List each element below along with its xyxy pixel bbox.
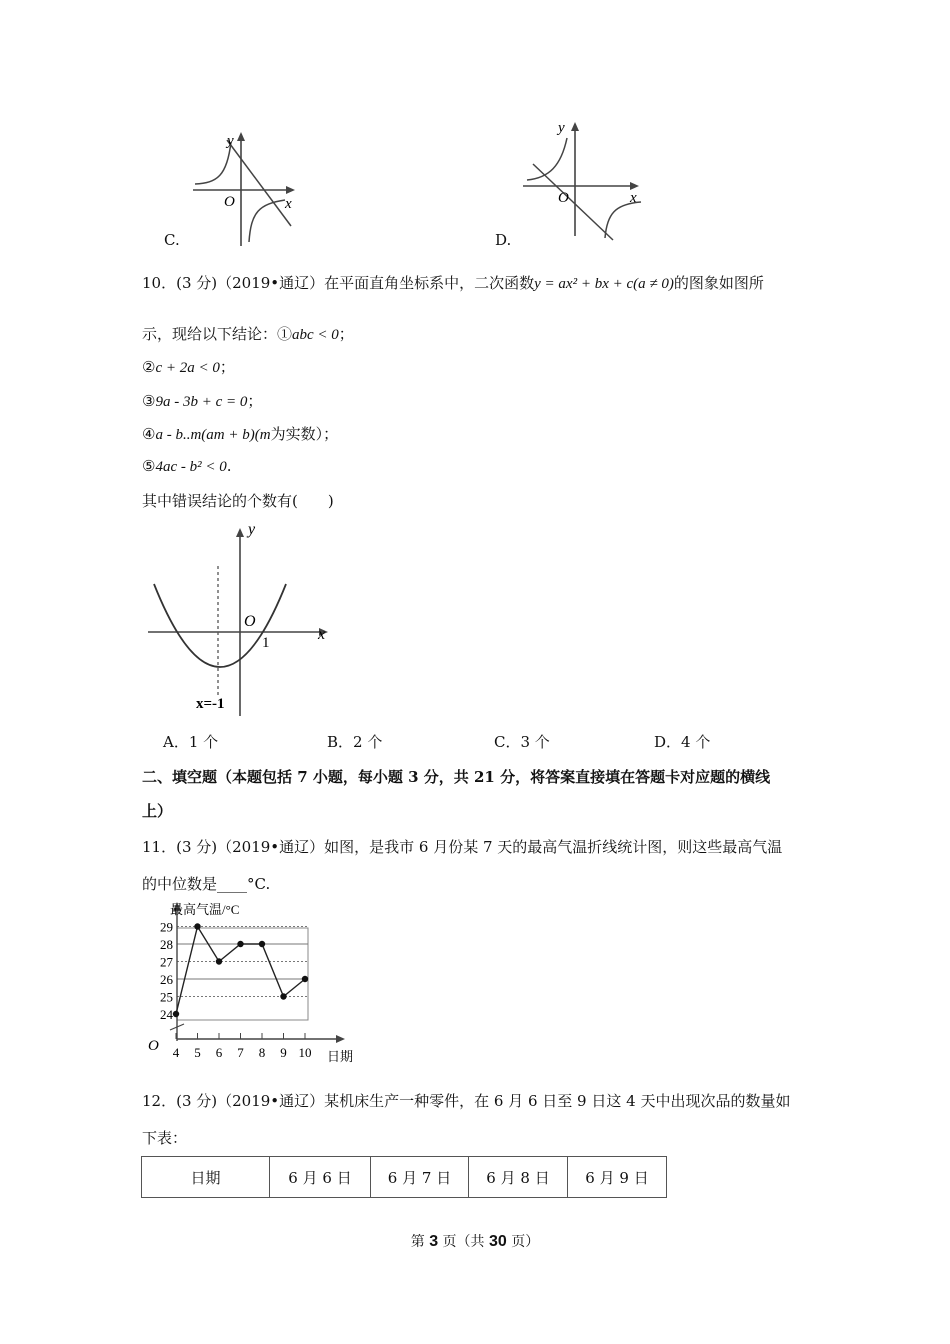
graph-c-x-label: x (285, 196, 292, 212)
graph-option-c (185, 128, 305, 248)
footer-total-pages: 30 (489, 1233, 507, 1250)
q10-line-4 (142, 423, 338, 444)
y-tick-label: 29 (160, 919, 173, 935)
q10-statement-4-tail: 为实数）； (270, 425, 339, 443)
parabola-y-label: y (248, 521, 256, 538)
q10-semicolon-1: ； (338, 325, 354, 343)
data-point (216, 958, 222, 964)
q10-mark-5: ⑤ (142, 457, 156, 475)
q10-stem-prefix: 10．(3 分)（2019•通辽）在平面直角坐标系中，二次函数 (142, 274, 535, 292)
data-point (259, 941, 265, 947)
temperature-line-chart (140, 898, 370, 1063)
x-tick-label: 5 (194, 1045, 201, 1060)
x-tick-label: 8 (258, 1045, 266, 1060)
graph-c-origin: O (224, 194, 235, 210)
q10-statement-2: c + 2a < 0 (155, 360, 220, 376)
option-c-label: C. (164, 231, 180, 249)
q10-statement-5: 4ac - b² < 0 (155, 459, 227, 475)
q10-formula: y = ax² + bx + c(a ≠ 0) (534, 276, 674, 292)
q10-semicolon-2: ； (219, 358, 235, 376)
table-header-cell: 6 月 6 日 (270, 1157, 371, 1198)
x-tick-label: 4 (172, 1045, 180, 1060)
data-point (302, 976, 308, 982)
data-point (237, 941, 243, 947)
graph-d-y-label: y (558, 120, 565, 136)
q10-stem-line2-text: 示，现给以下结论：① (142, 325, 293, 343)
x-tick-label: 10 (298, 1045, 312, 1060)
table-row (142, 1157, 667, 1198)
q10-line-5 (142, 457, 232, 476)
q12-line2: 下表： (142, 1129, 188, 1147)
footer-post: 页） (506, 1234, 540, 1250)
footer-page-number: 3 (429, 1233, 439, 1250)
q10-parabola-graph (140, 518, 340, 718)
q10-question: 其中错误结论的个数有( ) (142, 492, 334, 510)
chart-title: 最高气温/°C (170, 902, 240, 917)
defects-table (141, 1156, 667, 1198)
y-tick-label: 24 (160, 1007, 173, 1022)
y-tick-label: 28 (160, 937, 173, 952)
y-tick-label: 26 (160, 972, 173, 987)
option-d-label: D. (495, 231, 512, 249)
x-tick-label: 9 (280, 1045, 287, 1060)
q10-option-b: B．2 个 (327, 733, 383, 751)
section2-title-line2: 上） (142, 802, 173, 820)
q10-period: . (226, 457, 232, 475)
parabola-origin: O (244, 613, 256, 630)
q10-option-a: A．1 个 (163, 733, 219, 751)
series-line (176, 927, 305, 1015)
q10-mark-4: ④ (142, 425, 156, 443)
graph-d-origin: O (558, 190, 569, 206)
q10-option-c: C．3 个 (494, 733, 550, 751)
table-header-cell: 6 月 9 日 (568, 1157, 667, 1198)
table-header-cell: 6 月 8 日 (469, 1157, 568, 1198)
q10-line-2 (142, 356, 235, 377)
graph-c-y-label: y (227, 133, 234, 149)
y-tick-label: 25 (160, 989, 173, 1005)
q10-line-3 (142, 390, 262, 411)
x-axis-arrow (336, 1035, 345, 1043)
y-tick-label: 27 (160, 954, 173, 970)
q10-statement-1: abc < 0 (292, 327, 339, 343)
q12-line1: 12．(3 分)（2019•通辽）某机床生产一种零件，在 6 月 6 日至 9 日这 4 天中出现次品的数量如 (142, 1092, 791, 1110)
q10-stem-line2 (142, 323, 354, 344)
footer-pre: 第 (410, 1234, 430, 1250)
q10-semicolon-3: ； (247, 392, 263, 410)
page-footer (0, 1231, 950, 1251)
x-tick-label: 6 (215, 1045, 223, 1060)
parabola-axis-label: x=-1 (196, 696, 225, 712)
graph-d-x-label: x (630, 190, 637, 206)
q10-statement-4: a - b..m(am + b)(m (155, 427, 271, 443)
q10-mark-3: ③ (142, 392, 156, 410)
section2-title-line1: 二、填空题（本题包括 7 小题，每小题 3 分，共 21 分，将答案直接填在答题卡对应题的横线 (142, 768, 771, 786)
chart-origin: O (148, 1038, 159, 1054)
footer-mid: 页（共 (438, 1234, 489, 1250)
q10-stem-line1 (142, 272, 764, 293)
q11-period: . (265, 875, 271, 893)
q11-answer-blank[interactable]: ____ (217, 875, 248, 893)
q10-stem-suffix: 的图象如图所 (673, 274, 764, 292)
parabola-x-label: x (318, 626, 326, 643)
graph-option-d (515, 118, 650, 243)
data-point (194, 923, 200, 929)
table-header-cell: 6 月 7 日 (371, 1157, 469, 1198)
data-point (280, 993, 286, 999)
q10-option-d: D．4 个 (654, 733, 711, 751)
q11-line2-prefix: 的中位数是 (142, 875, 218, 893)
x-axis-label: 日期 (327, 1049, 354, 1063)
q11-line1: 11．(3 分)（2019•通辽）如图，是我市 6 月份某 7 天的最高气温折线统计图，则这些最高气温 (142, 838, 783, 856)
q11-unit: °C (247, 875, 266, 893)
table-header-cell: 日期 (142, 1157, 270, 1198)
data-point (173, 1011, 179, 1017)
q10-statement-3: 9a - 3b + c = 0 (155, 394, 248, 410)
parabola-root-label: 1 (262, 635, 270, 651)
x-tick-label: 7 (237, 1045, 244, 1060)
q10-mark-2: ② (142, 358, 156, 376)
q11-line2 (142, 873, 270, 894)
